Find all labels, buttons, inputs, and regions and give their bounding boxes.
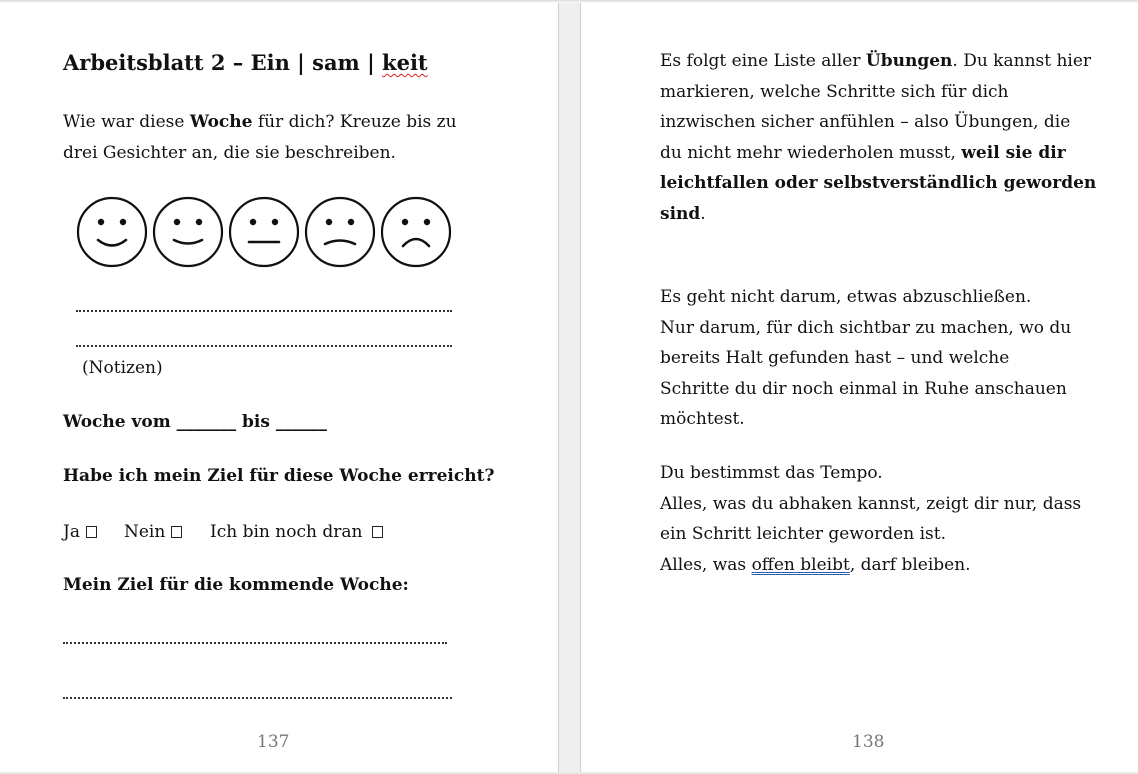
checkbox-no[interactable] (171, 526, 182, 538)
goal-question: Habe ich mein Ziel für diese Woche erreicht? (63, 466, 495, 486)
notes-label: (Notizen) (82, 358, 163, 378)
spellcheck-flagged-word[interactable]: keit (382, 50, 428, 75)
option-no[interactable]: Nein (124, 517, 182, 548)
very-happy-face-icon[interactable] (76, 195, 148, 269)
paragraph-purpose: Es geht nicht darum, etwas abzuschließen. Nur darum, für dich sichtbar zu machen, wo du bereits Halt gefunden hast – und welche Schritte du dir noch einmal in Ruhe anschauen möchtest. (660, 287, 1072, 429)
mood-faces (76, 195, 456, 271)
paragraph-exercises: Es folgt eine Liste aller Übungen. Du kannst hier markieren, welche Schritte sich für dich inzwischen sicher anfühlen – also Übungen, die du nicht mehr wiederholen musst, weil sie dir leichtfallen oder selbstverständlich geworden sind. (660, 51, 1097, 224)
notes-line-2[interactable] (76, 345, 452, 347)
page-number-right: 138 (852, 732, 885, 752)
intro-text: Wie war diese Woche für dich? Kreuze bis zu drei Gesichter an, die sie beschreiben. (63, 112, 457, 163)
paragraph-tempo: Du bestimmst das Tempo. Alles, was du abhaken kannst, zeigt dir nur, dass ein Schritt leichter geworden ist. Alles, was offen bleibt, darf bleiben. (660, 463, 1082, 575)
worksheet-title: Arbeitsblatt 2 – Ein | sam | keit (63, 50, 428, 75)
left-page (0, 0, 558, 772)
page-number-left: 137 (257, 732, 290, 752)
week-range-label: Woche vom _______ bis ______ (63, 412, 327, 432)
neutral-face-icon[interactable] (228, 195, 300, 269)
goal-line-1[interactable] (63, 642, 447, 644)
option-in-progress[interactable]: Ich bin noch dran (210, 517, 383, 548)
checkbox-yes[interactable] (86, 526, 97, 538)
page-gutter (558, 0, 581, 772)
very-sad-face-icon[interactable] (380, 195, 452, 269)
goal-line-2[interactable] (63, 697, 452, 699)
next-goal-label: Mein Ziel für die kommende Woche: (63, 575, 409, 595)
sad-face-icon[interactable] (304, 195, 376, 269)
option-yes[interactable]: Ja (63, 517, 97, 548)
offen-bleibt-link[interactable]: offen bleibt (751, 554, 850, 575)
checkbox-in-progress[interactable] (372, 526, 383, 538)
happy-face-icon[interactable] (152, 195, 224, 269)
notes-line-1[interactable] (76, 310, 452, 312)
